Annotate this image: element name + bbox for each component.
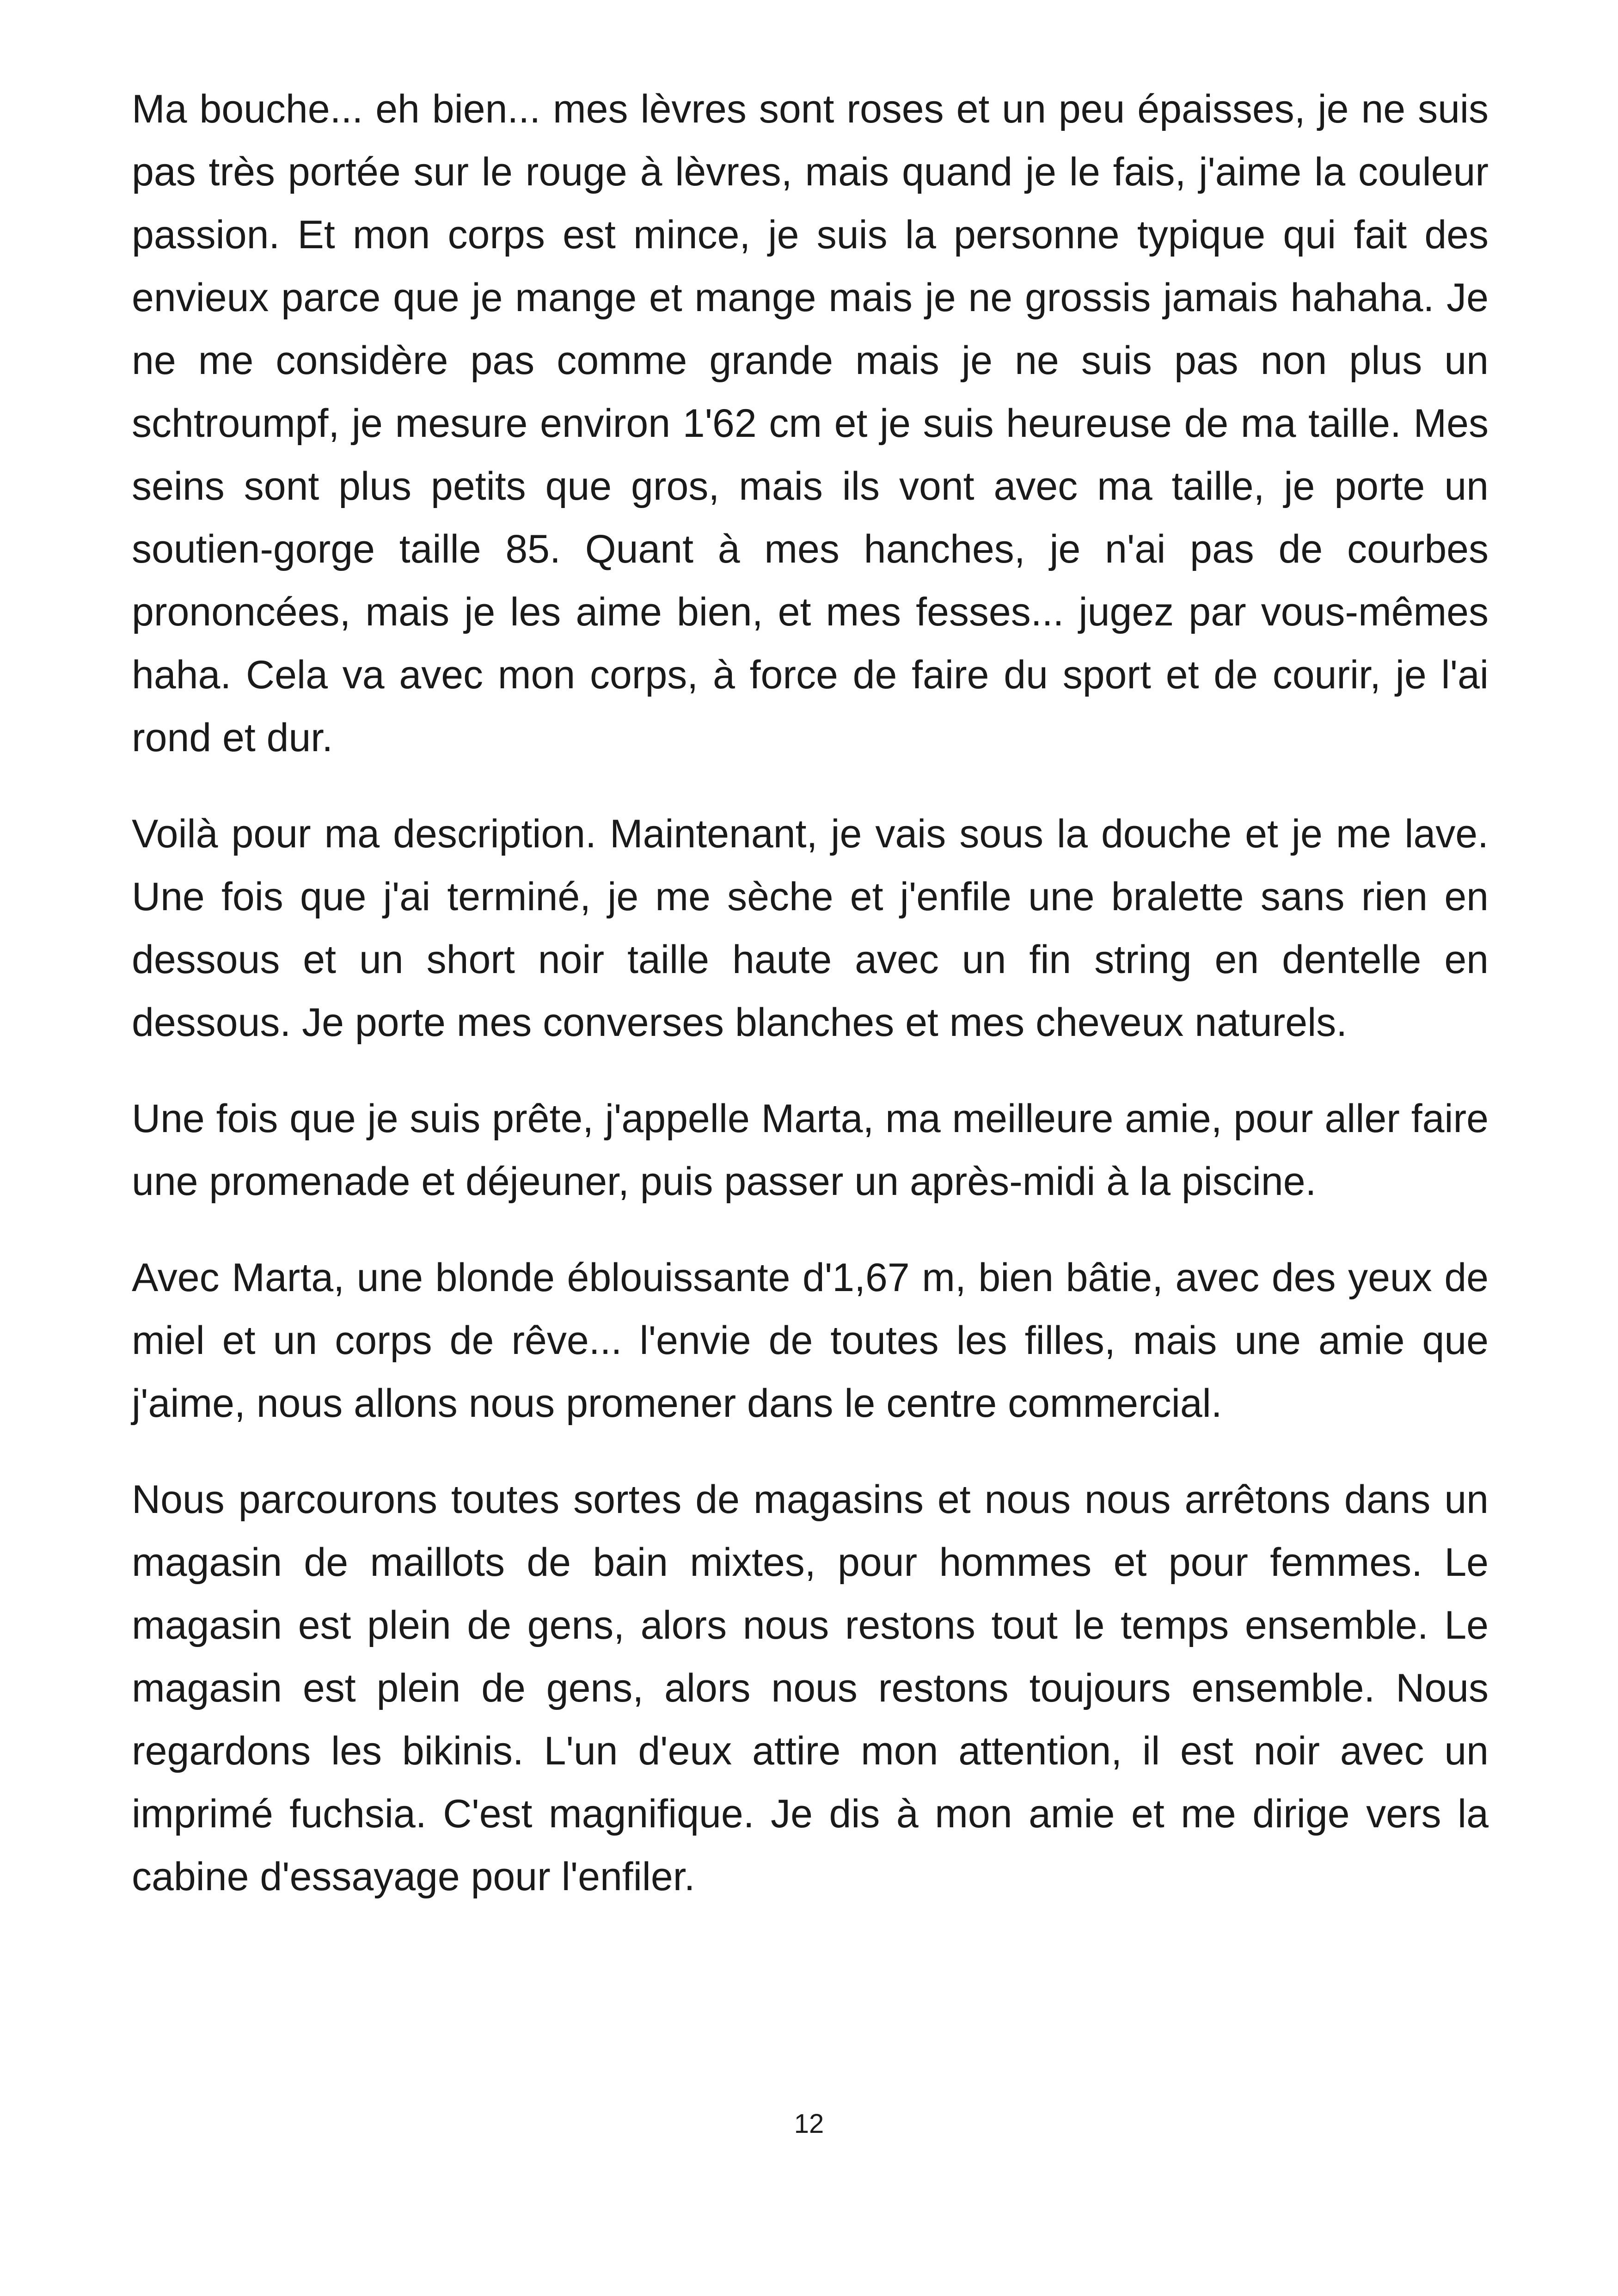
body-text bbox=[132, 78, 1489, 1941]
page-number: 12 bbox=[794, 2109, 824, 2139]
paragraph-description: Ma bouche... eh bien... mes lèvres sont roses et un peu épaisses, je ne suis pas très portée sur le rouge à lèvres, mais quand je le fais, j'aime la couleur passion. Et mon corps est mince, je suis la personne typique qui fait des envieux parce que je mange et mange mais je ne grossis jamais hahaha. Je ne me considère pas comme grande mais je ne suis pas non plus un schtroumpf, je mesure environ 1'62 cm et je suis heureuse de ma taille. Mes seins sont plus petits que gros, mais ils vont avec ma taille, je porte un soutien-gorge taille 85. Quant à mes hanches, je n'ai pas de courbes prononcées, mais je les aime bien, et mes fesses... jugez par vous-mêmes haha. Cela va avec mon corps, à force de faire du sport et de courir, je l'ai rond et dur. bbox=[132, 87, 1489, 760]
paragraph-shopping: Nous parcourons toutes sortes de magasins et nous nous arrêtons dans un magasin de maillots de bain mixtes, pour hommes et pour femmes. Le magasin est plein de gens, alors nous restons tout le temps ensemble. Le magasin est plein de gens, alors nous restons toujours ensemble. Nous regardons les bikinis. L'un d'eux attire mon attention, il est noir avec un imprimé fuchsia. C'est magnifique. Je dis à mon amie et me dirige vers la cabine d'essayage pour l'enfiler. bbox=[132, 1477, 1489, 1899]
paragraph-call-marta: Une fois que je suis prête, j'appelle Marta, ma meilleure amie, pour aller faire une promenade et déjeuner, puis passer un après-midi à la piscine. bbox=[132, 1096, 1489, 1204]
paragraph-shower: Voilà pour ma description. Maintenant, je vais sous la douche et je me lave. Une fois que j'ai terminé, je me sèche et j'enfile une bralette sans rien en dessous et un short noir taille haute avec un fin string en dentelle en dessous. Je porte mes converses blanches et mes cheveux naturels. bbox=[132, 812, 1489, 1045]
paragraph-marta: Avec Marta, une blonde éblouissante d'1,67 m, bien bâtie, avec des yeux de miel et un corps de rêve... l'envie de toutes les filles, mais une amie que j'aime, nous allons nous promener dans le centre commercial. bbox=[132, 1255, 1489, 1426]
